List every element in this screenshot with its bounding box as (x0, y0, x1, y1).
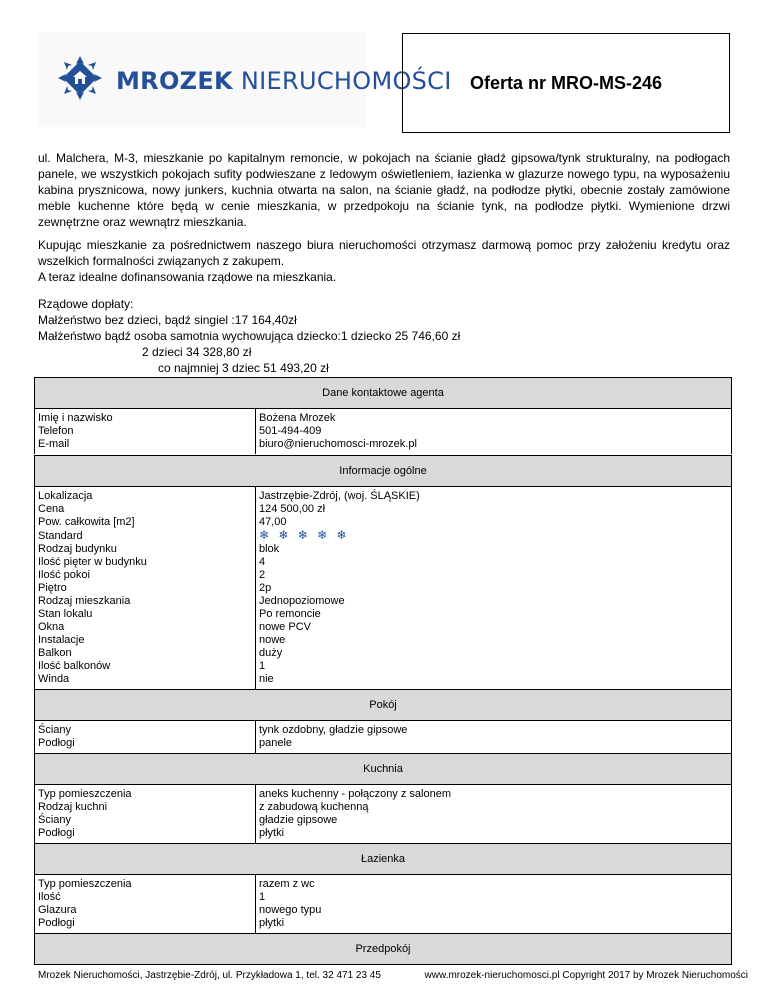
row-value: nie (259, 673, 274, 685)
row-value: 501-494-409 (259, 425, 322, 437)
row-label: Ilość balkonów (35, 660, 256, 673)
kitchen-header: Kuchnia (35, 754, 732, 785)
contact-header: Dane kontaktowe agenta (35, 378, 732, 409)
row-value: duży (259, 647, 283, 659)
row-value: Po remoncie (259, 608, 321, 620)
bathroom-header: Łazienka (35, 844, 732, 875)
offer-box (402, 33, 730, 133)
row-label: Okna (35, 621, 256, 634)
company-logo (38, 32, 452, 127)
row-label: Imię i nazwisko (35, 409, 256, 426)
row-value: nowe PCV (259, 621, 311, 633)
row-label: Ściany (35, 721, 256, 738)
footer-address: Mrozek Nieruchomości, Jastrzębie-Zdrój, ul. Przykładowa 1, tel. 32 471 23 45 (38, 970, 381, 981)
row-label: Ilość (35, 891, 256, 904)
row-value: Jednopoziomowe (259, 595, 345, 607)
subsidies (38, 296, 730, 376)
row-label: Pow. całkowita [m2] (35, 516, 256, 529)
row-value: nowe (259, 634, 286, 646)
row-label: Standard (35, 529, 256, 543)
promo-line-2: A teraz idealne dofinansowania rządowe na mieszkania. (38, 270, 337, 284)
row-value: panele (259, 737, 293, 749)
contact-table (34, 377, 732, 454)
row-label: Instalacje (35, 634, 256, 647)
offer-title: Oferta nr MRO-MS-246 (469, 72, 663, 93)
row-value: tynk ozdobny, gładzie gipsowe (259, 724, 408, 736)
promo-text (38, 237, 730, 285)
row-value: Bożena Mrozek (259, 412, 336, 424)
row-label: Rodzaj budynku (35, 543, 256, 556)
subsidy-line: Małżeństwo bądź osoba samotnia wychowująca dziecko:1 dziecko 25 746,60 zł (38, 329, 461, 343)
details-table (34, 455, 732, 965)
email-value: biuro@nieruchomosci-mrozek.pl (259, 438, 417, 450)
row-value: 4 (259, 556, 266, 568)
row-label: E-mail (35, 438, 256, 454)
row-label: Telefon (35, 425, 256, 438)
row-value: gładzie gipsowe (259, 814, 338, 826)
room-header: Pokój (35, 690, 732, 721)
subsidy-line: 2 dzieci 34 328,80 zł (142, 345, 252, 359)
row-label: Podłogi (35, 917, 256, 934)
logo-word-bold: MROZEK (116, 67, 233, 95)
row-label: Rodzaj mieszkania (35, 595, 256, 608)
row-label: Winda (35, 673, 256, 690)
logo-word-light: NIERUCHOMOŚCI (240, 67, 452, 95)
row-value: 124 500,00 zł (259, 503, 326, 515)
footer-copyright: www.mrozek-nieruchomosci.pl Copyright 2017 by Mrozek Nieruchomości (424, 970, 748, 981)
snowflake-icon: ❄ ❄ ❄ ❄ ❄ (259, 528, 350, 542)
table-row (35, 409, 732, 426)
row-label: Lokalizacja (35, 487, 256, 504)
row-value: nowego typu (259, 904, 322, 916)
standard-rating (256, 529, 732, 543)
row-value: 2 (259, 569, 266, 581)
row-value: 47,00 (259, 516, 287, 528)
row-value: płytki (259, 917, 285, 929)
table-row (35, 438, 732, 454)
row-label: Glazura (35, 904, 256, 917)
table-row (35, 425, 732, 438)
row-label: Ilość pięter w budynku (35, 556, 256, 569)
row-label: Ściany (35, 814, 256, 827)
row-value: 2p (259, 582, 272, 594)
row-label: Podłogi (35, 827, 256, 844)
row-value: płytki (259, 827, 285, 839)
row-label: Piętro (35, 582, 256, 595)
row-label: Podłogi (35, 737, 256, 754)
row-label: Typ pomieszczenia (35, 875, 256, 892)
promo-line-1: Kupując mieszkanie za pośrednictwem naszego biura nieruchomości otrzymasz darmową pomoc przy założeniu kredytu oraz wszelkich formalności związanych z zakupem. (38, 238, 730, 268)
row-value: 1 (259, 891, 266, 903)
row-label: Cena (35, 503, 256, 516)
row-value: Jastrzębie-Zdrój, (woj. ŚLĄSKIE) (259, 490, 420, 502)
row-label: Stan lokalu (35, 608, 256, 621)
subsidy-line: Małżeństwo bez dzieci, bądź singiel :17 164,40zł (38, 313, 297, 327)
row-value: 1 (259, 660, 266, 672)
general-header: Informacje ogólne (35, 456, 732, 487)
row-label: Ilość pokoi (35, 569, 256, 582)
row-label: Rodzaj kuchni (35, 801, 256, 814)
row-value: blok (259, 543, 280, 555)
subsidies-heading: Rządowe dopłaty: (38, 297, 134, 311)
snowflake-house-icon (54, 52, 106, 104)
row-label: Typ pomieszczenia (35, 785, 256, 802)
row-label: Balkon (35, 647, 256, 660)
row-value: aneks kuchenny - połączony z salonem (259, 788, 451, 800)
description: ul. Malchera, M-3, mieszkanie po kapitalnym remoncie, w pokojach na ścianie gładź gipsowa/tynk strukturalny, na podłogach panele, we wszystkich pokojach sufity podwieszane z ledowym oświetleniem, łazienka w glazurze nowego typu, na wyposażeniu kabina prysznicowa, nowy junkers, kuchnia otwarta na salon, na ścianie gładź, na podłodze płytki, obecnie zostały zamówione meble kuchenne które będą w cenie mieszkania, w przedpokoju na ścianie tynk, na podłodze płytki. Wymienione drzwi zewnętrzne oraz wewnątrz mieszkania. (38, 151, 730, 229)
row-value: z zabudową kuchenną (259, 801, 369, 813)
row-value: razem z wc (259, 878, 315, 890)
hall-header: Przedpokój (35, 934, 732, 965)
subsidy-line: co najmniej 3 dziec 51 493,20 zł (158, 361, 329, 375)
